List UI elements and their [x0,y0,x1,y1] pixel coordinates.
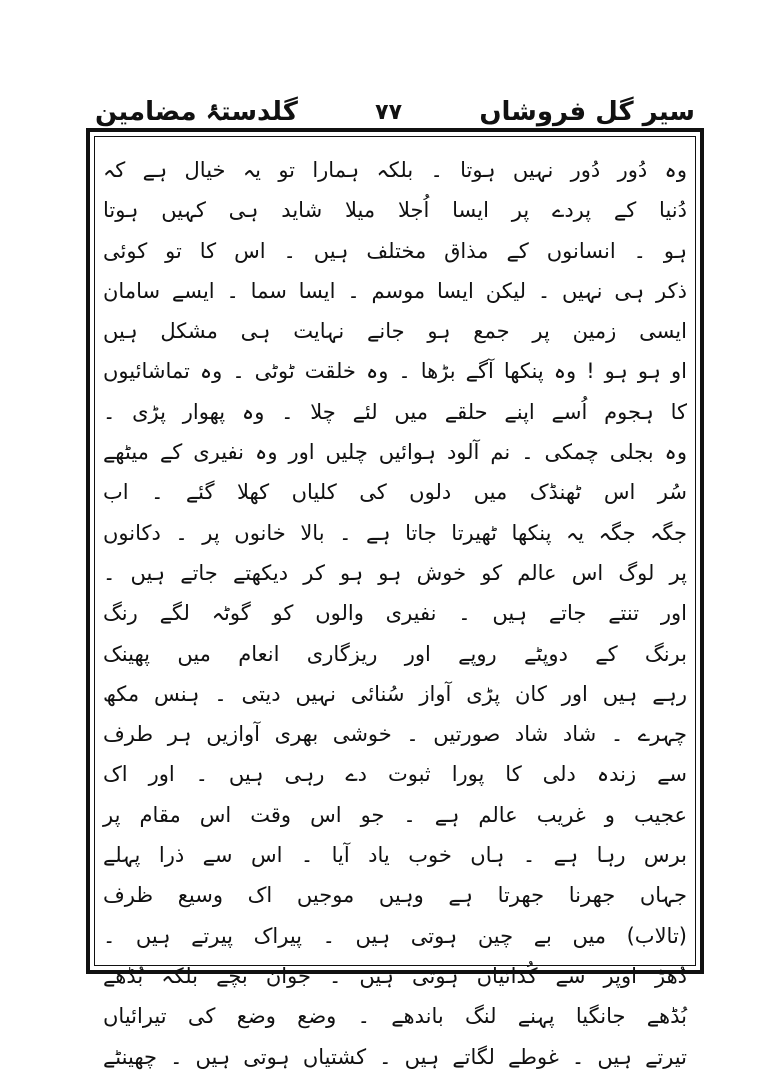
text-line: وہ دُور دُور نہیں ہوتا ۔ بلکہ ہمارا تو یہ خیال ہے کہ [103,158,687,182]
text-line: بُڈھے جانگیا پہنے لنگ باندھے ۔ وضع وضع کی تیرائیاں [103,1004,687,1029]
text-line: دُنیا کے پردے پر ایسا اُجلا میلا شاید ہی کہیں ہوتا [103,198,687,223]
text-line: سُر اس ٹھنڈک میں دلوں کی کلیاں کھلا گئے ۔ اب [103,480,687,505]
page-number: ۷۷ [375,99,402,125]
text-line: وہ بجلی چمکی ۔ نم آلود ہوائیں چلیں اور وہ نفیری کے میٹھے [103,440,687,465]
text-line: رہے ہیں اور کان پڑی آواز سُنائی نہیں دیتی ۔ ہنس مکھ [103,681,687,706]
text-line: ایسی زمین پر جمع ہو جانے نہایت ہی مشکل ہیں [103,319,687,344]
body-text [103,150,687,1069]
page-header [95,92,695,132]
book-title: سیر گل فروشاں [479,97,695,127]
text-line: برنگ کے دوپٹے روپے اور ریزگاری انعام میں پھینک [103,641,687,666]
text-line: اور تنتے جاتے ہیں ۔ نفیری والوں کو گوٹہ لگے رنگ [103,601,687,626]
text-line: پر لوگ اس عالم کو خوش ہو ہو کر دیکھتے جاتے ہیں ۔ [103,560,687,585]
text-line: چہرے ۔ شاد شاد صورتیں ۔ خوشی بھری آوازیں ہر طرف [103,722,687,747]
text-line: دُھڑ اوپر سے کُدائیاں ہوتی ہیں ۔ جوان بچے بلکہ بُڈھے [103,963,687,988]
text-line: او ہو ہو ! وہ پنکھا آگے بڑھا ۔ وہ خلقت ٹوٹی ۔ وہ تماشائیوں [103,359,687,384]
text-line: جہاں جھرنا جھرتا ہے وہیں موجیں اک وسیع ظرف [103,883,687,908]
text-line: عجیب و غریب عالم ہے ۔ جو اس وقت اس مقام پر [103,802,687,827]
text-line: سے زندہ دلی کا پورا ثبوت دے رہی ہیں ۔ اور اک [103,762,687,787]
text-line: جگہ جگہ یہ پنکھا ٹھیرتا جاتا ہے ۔ بالا خانوں پر ۔ دکانوں [103,520,687,545]
text-line: ذکر ہی نہیں ۔ لیکن ایسا موسم ۔ ایسا سما ۔ ایسے سامان [103,278,687,303]
text-line: تیرتے ہیں ۔ غوطے لگاتے ہیں ۔ کشتیاں ہوتی ہیں ۔ چھینٹے [103,1044,687,1069]
section-title: گلدستۂ مضامین [95,97,298,127]
text-line: کا ہجوم اُسے اپنے حلقے میں لئے چلا ۔ وہ پھوار پڑی ۔ [103,399,687,424]
text-line: برس رہا ہے ۔ ہاں خوب یاد آیا ۔ اس سے ذرا پہلے [103,843,687,868]
text-line: ہو ۔ انسانوں کے مذاق مختلف ہیں ۔ اس کا تو کوئی [103,238,687,263]
text-line: (تالاب) میں بے چین ہوتی ہیں ۔ پیراک پیرتے ہیں ۔ [103,923,687,948]
